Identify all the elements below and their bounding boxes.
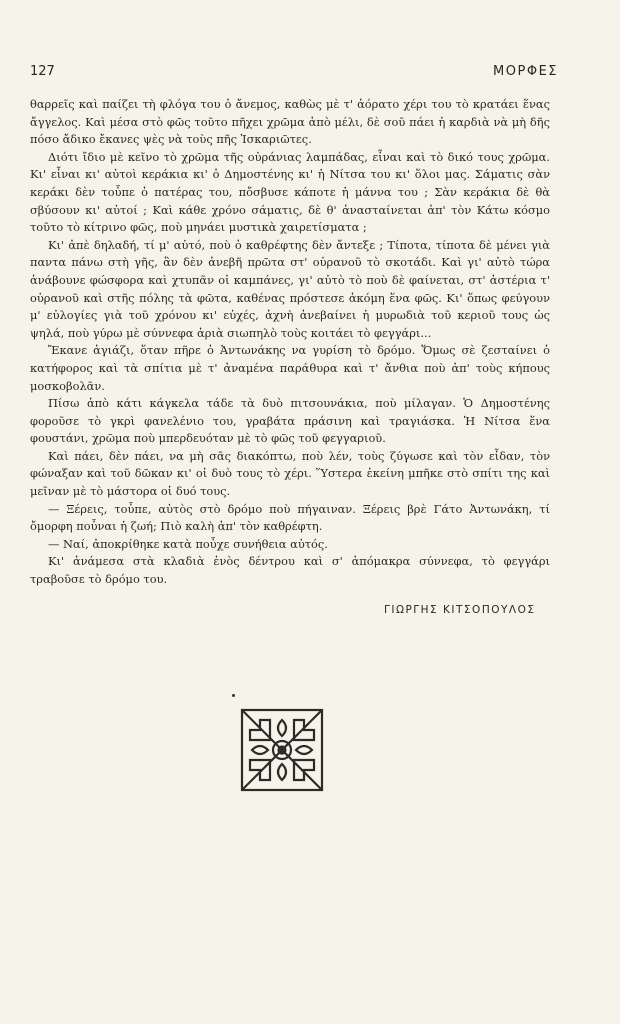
dialogue-line: — Ξέρεις, τοὖπε, αὐτὸς στὸ δρόμο ποὺ πήγαιναν. Ξέρεις βρὲ Γάτο Ἀντωνάκη, τί ὄμορφη ποὖναι ἡ ζωή; Πιὸ καλὴ ἀπ' τὸν καθρέφτη. <box>30 501 550 534</box>
paragraph: Καὶ πάει, δὲν πάει, να μὴ σᾶς διακόπτω, ποὺ λέν, τοὺς ζύγωσε καὶ τὸν εἶδαν, τὸν φώναξαν καὶ τοῦ δῶκαν κι' οἱ δυὸ τους τὸ χέρι. Ὕστερα ἐκείνη μπῆκε στὸ σπίτι της καὶ μεῖναν μὲ τὸ μάστορα οἱ δυό τους. <box>30 448 550 499</box>
journal-title: ΜΟΡΦΕΣ <box>493 64 558 79</box>
page-number: 127 <box>30 64 55 79</box>
paragraph: Κι' ἀνάμεσα στὰ κλαδιὰ ἑνὸς δέντρου καὶ σ' ἀπόμακρα σύννεφα, τὸ φεγγάρι τραβοῦσε τὸ δρόμο του. <box>30 554 550 587</box>
dialogue-line: — Ναί, ἀποκρίθηκε κατὰ ποὖχε συνήθεια αὐτός. <box>48 536 328 551</box>
author-signature: ΓΙΩΡΓΗΣ ΚΙΤΣΟΠΟΥΛΟΣ <box>384 604 536 616</box>
paragraph: Πίσω ἀπὸ κάτι κάγκελα τάδε τὰ δυὸ πιτσουνάκια, ποὺ μίλαγαν. Ὁ Δημοστένης φοροῦσε τὸ γκρὶ φανελένιο του, γραβάτα πράσινη καὶ τραγιάσκα. Ἡ Νίτσα ἕνα φουστάνι, χρῶμα ποὺ μπερδευόταν μὲ τὸ φῶς τοῦ φεγγαριοῦ. <box>30 396 550 446</box>
printer-dot <box>232 694 235 697</box>
story-text <box>30 96 550 589</box>
running-head <box>30 64 558 79</box>
paragraph: Ἔκανε ἀγιάζι, ὅταν πῆρε ὁ Ἀντωνάκης να γυρίση τὸ δρόμο. Ὅμως σὲ ζεσταίνει ὁ κατήφορος καὶ τὰ σπίτια μὲ τ' ἀναμένα παράθυρα καὶ τ' ἄνθια ποὺ ἀπ' τοὺς κήπους μοσκοβολᾶν. <box>30 343 550 393</box>
paragraph: Διότι ἴδιο μὲ κεῖνο τὸ χρῶμα τῆς οὐράνιας λαμπάδας, εἶναι καὶ τὸ δικό τους χρῶμα. Κι' εἶναι κι' αὐτοὶ κεράκια κι' ὁ Δημοστένης κι' ἡ Νίτσα του κι' ὅλοι μας. Σάματις σὰν κεράκι δὲν τοὖπε ὁ πατέρας του, πὄσβυσε κάποτε ἡ μάννα του ; Σὰν κεράκια δὲ θὰ σβύσουν κι' αὐτοί ; Καὶ κάθε χρόνο σάματις, δὲ θ' ἀνασταίνεται ἀπ' τὸν Κάτω κόσμο τοῦτο τὸ κίτρινο φῶς, ποὺ μηνάει μυστικὰ χαιρετίσματα ; <box>30 149 550 235</box>
paragraph: Κι' ἀπὲ δηλαδή, τί μ' αὐτό, ποὺ ὁ καθρέφτης δὲν ἄντεξε ; Τίποτα, τίποτα δὲ μένει γιὰ παντα πάνω στὴ γῆς, ἂν δὲν ἀνεβῆ πρῶτα στ' οὐρανοῦ τὸ σκοτάδι. Καὶ γι' αὐτὸ τώρα ἀνάβουνε φώσφορα καὶ χτυπᾶν οἱ καμπάνες, γι' αὐτὸ τὸ ποὺ δὲ φαίνεται, στ' ἀστέρια τ' οὐρανοῦ καὶ στῆς πόλης τὰ φῶτα, καθένας πρόστεσε ἀκόμη ἕνα φῶς. Κι' ὅπως φεύγουν μ' εὐλογίες γιὰ τοῦ χρόνου κι' εὐχές, ἀχνὴ ἀνεβαίνει ἡ μυρωδιὰ τοῦ κεριοῦ τους ὡς ψηλά, ποὺ γύρω μὲ σύννεφα ἀριὰ σιωπηλὸ τοὺς κοιτάει τὸ φεγγάρι... <box>30 237 550 340</box>
greek-key-ornament-icon <box>240 708 324 792</box>
paragraph: θαρρεῖς καὶ παίζει τὴ φλόγα του ὁ ἄνεμος, καθὼς μὲ τ' ἀόρατο χέρι του τὸ κρατάει ἕνας ἄγγελος. Καὶ μέσα στὸ φῶς τοῦτο πῆχει χρῶμα ἀπὸ μέλι, δὲ σοῦ πάει ἡ καρδιὰ νὰ μὴ δῆς πόσο ἄδικο ἔκανες ψὲς νὰ τοὺς πῆς Ἰσκαριῶτες. <box>30 97 550 147</box>
